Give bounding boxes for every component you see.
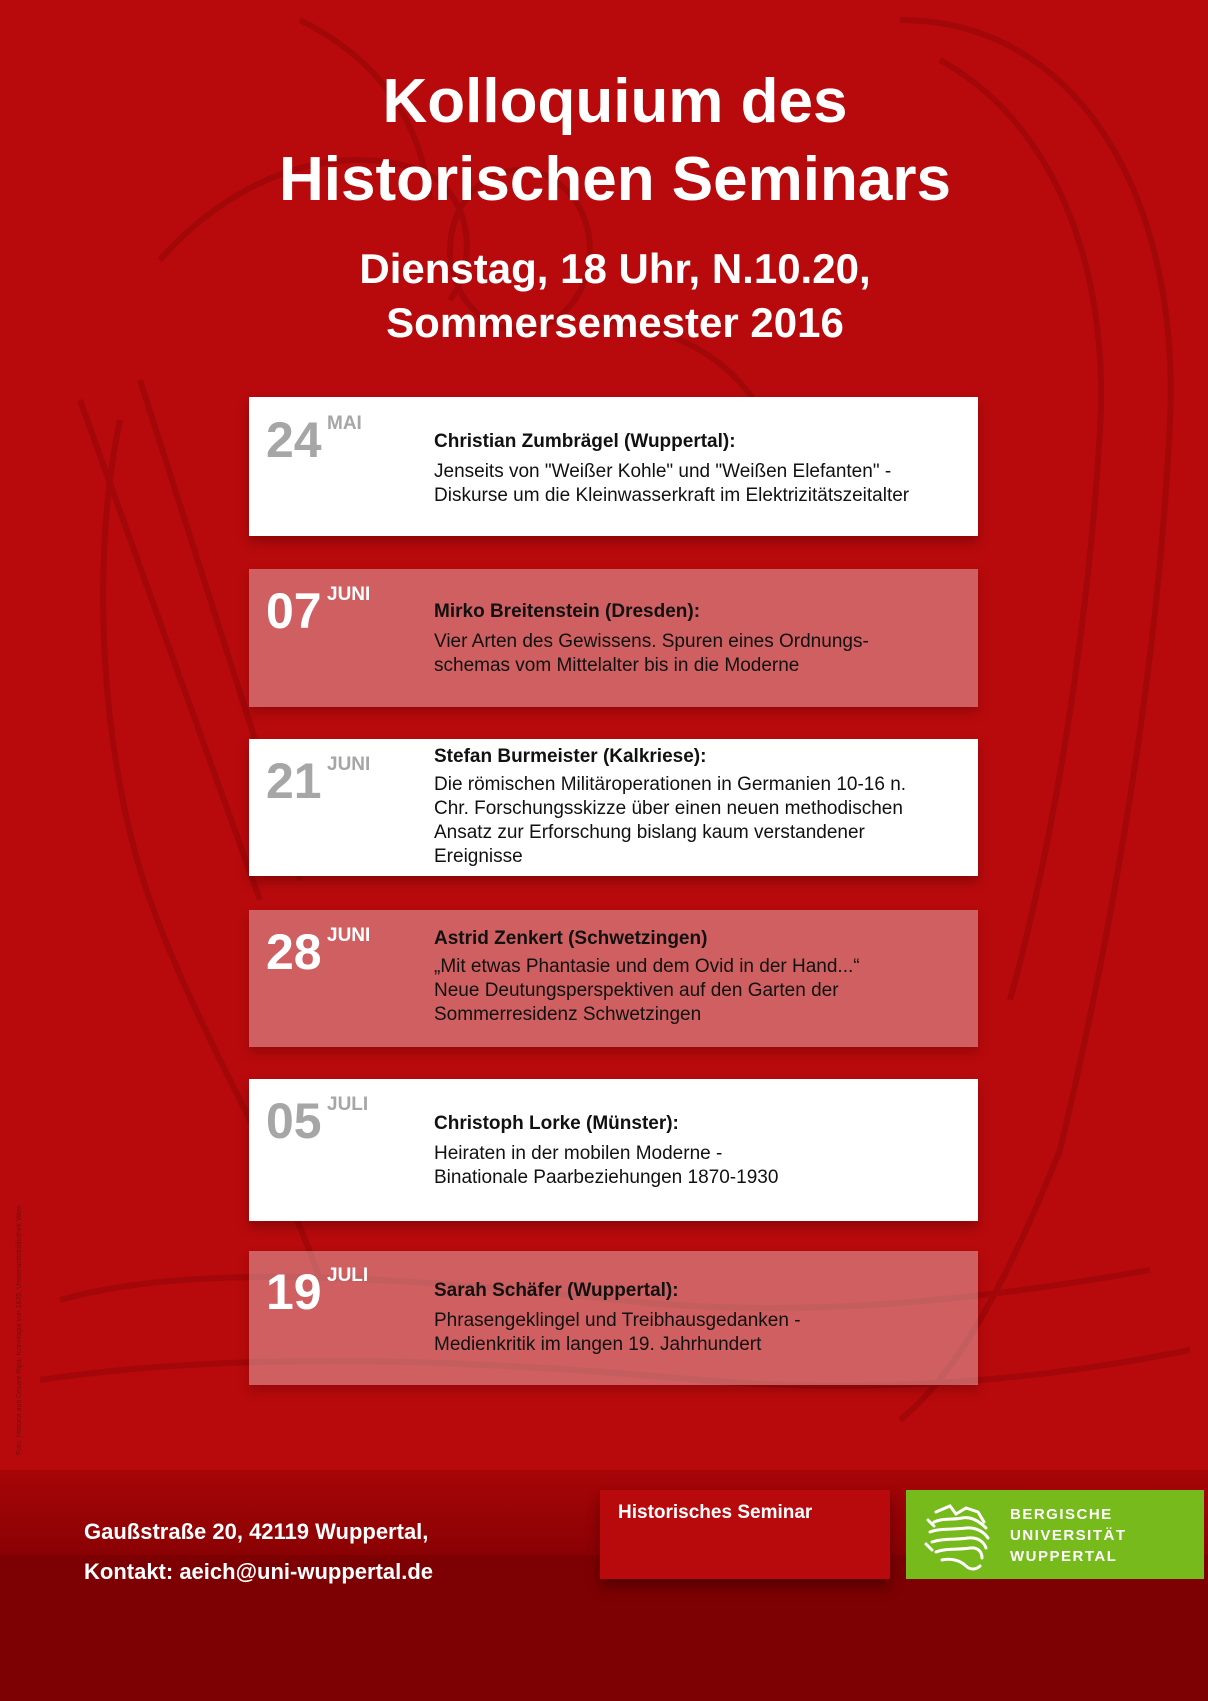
talk-line: „Mit etwas Phantasie und dem Ovid in der Hand...“ <box>434 956 860 977</box>
event-talk <box>434 630 964 678</box>
event-month: JUNI <box>327 584 371 605</box>
event-card <box>249 569 978 707</box>
event-card <box>249 910 978 1047</box>
talk-line: Phrasengeklingel und Treibhausgedanken - <box>434 1310 801 1331</box>
event-speaker: Stefan Burmeister (Kalkriese): <box>434 746 707 767</box>
event-talk <box>434 1142 964 1190</box>
event-info <box>434 1112 964 1190</box>
talk-line: Heiraten in der mobilen Moderne - <box>434 1143 723 1164</box>
event-card <box>249 397 978 536</box>
event-card <box>249 1251 978 1385</box>
event-day: 21 <box>266 753 322 809</box>
university-logo-box <box>906 1490 1204 1579</box>
seminar-box <box>600 1490 890 1579</box>
event-month: JUNI <box>327 754 371 775</box>
event-day: 19 <box>266 1264 322 1320</box>
university-line: WUPPERTAL <box>1010 1548 1118 1565</box>
talk-line: Neue Deutungsperspektiven auf den Garten der <box>434 980 839 1001</box>
poster-subtitle <box>0 242 1208 350</box>
event-talk <box>434 773 964 869</box>
lion-logo-icon <box>922 1500 996 1574</box>
event-talk <box>434 1309 964 1357</box>
talk-line: Ereignisse <box>434 846 523 867</box>
event-info <box>434 430 964 508</box>
event-month: MAI <box>327 413 362 434</box>
event-card <box>249 1079 978 1221</box>
talk-line: Sommerresidenz Schwetzingen <box>434 1004 702 1025</box>
subtitle-line-1: Dienstag, 18 Uhr, N.10.20, <box>359 245 871 292</box>
talk-line: schemas vom Mittelalter bis in die Moderne <box>434 655 800 676</box>
talk-line: Ansatz zur Erforschung bislang kaum verstandener <box>434 822 865 843</box>
title-line-1: Kolloquium des <box>382 67 848 136</box>
event-speaker: Christian Zumbrägel (Wuppertal): <box>434 431 736 452</box>
event-speaker: Sarah Schäfer (Wuppertal): <box>434 1280 679 1301</box>
event-day: 05 <box>266 1093 322 1149</box>
event-speaker: Christoph Lorke (Münster): <box>434 1113 679 1134</box>
talk-line: Jenseits von "Weißer Kohle" und "Weißen Elefanten" - <box>434 461 892 482</box>
talk-line: Medienkritik im langen 19. Jahrhundert <box>434 1334 762 1355</box>
talk-line: Diskurse um die Kleinwasserkraft im Elektrizitätszeitalter <box>434 485 910 506</box>
talk-line: Die römischen Militäroperationen in Germanien 10-16 n. <box>434 774 907 795</box>
title-line-2: Historischen Seminars <box>279 145 951 214</box>
event-day: 28 <box>266 924 322 980</box>
event-day: 07 <box>266 583 322 639</box>
talk-line: Binationale Paarbeziehungen 1870-1930 <box>434 1167 779 1188</box>
event-month: JULI <box>327 1094 369 1115</box>
university-name <box>1010 1504 1127 1567</box>
university-line: UNIVERSITÄT <box>1010 1527 1127 1544</box>
address-line: Gaußstraße 20, 42119 Wuppertal, <box>84 1519 429 1544</box>
footer-address <box>84 1512 433 1592</box>
event-info <box>434 745 964 869</box>
subtitle-line-2: Sommersemester 2016 <box>386 299 844 346</box>
event-info <box>434 927 964 1027</box>
event-month: JULI <box>327 1265 369 1286</box>
event-month: JUNI <box>327 925 371 946</box>
contact-line[interactable]: Kontakt: aeich@uni-wuppertal.de <box>84 1559 434 1584</box>
university-line: BERGISCHE <box>1010 1506 1113 1523</box>
talk-line: Vier Arten des Gewissens. Spuren eines Ordnungs- <box>434 631 869 652</box>
event-speaker: Astrid Zenkert (Schwetzingen) <box>434 928 708 949</box>
event-talk <box>434 955 964 1027</box>
poster-title <box>0 63 1208 219</box>
photo-credit: Foto: Historia aus Cesare Ripa: Iconologia von 1625, Universitätsbibliothek Wien <box>16 1204 23 1455</box>
event-info <box>434 600 964 678</box>
event-card <box>249 739 978 876</box>
event-speaker: Mirko Breitenstein (Dresden): <box>434 601 701 622</box>
event-talk <box>434 460 964 508</box>
event-info <box>434 1279 964 1357</box>
talk-line: Chr. Forschungsskizze über einen neuen methodischen <box>434 798 903 819</box>
event-day: 24 <box>266 412 322 468</box>
seminar-label: Historisches Seminar <box>618 1502 813 1523</box>
